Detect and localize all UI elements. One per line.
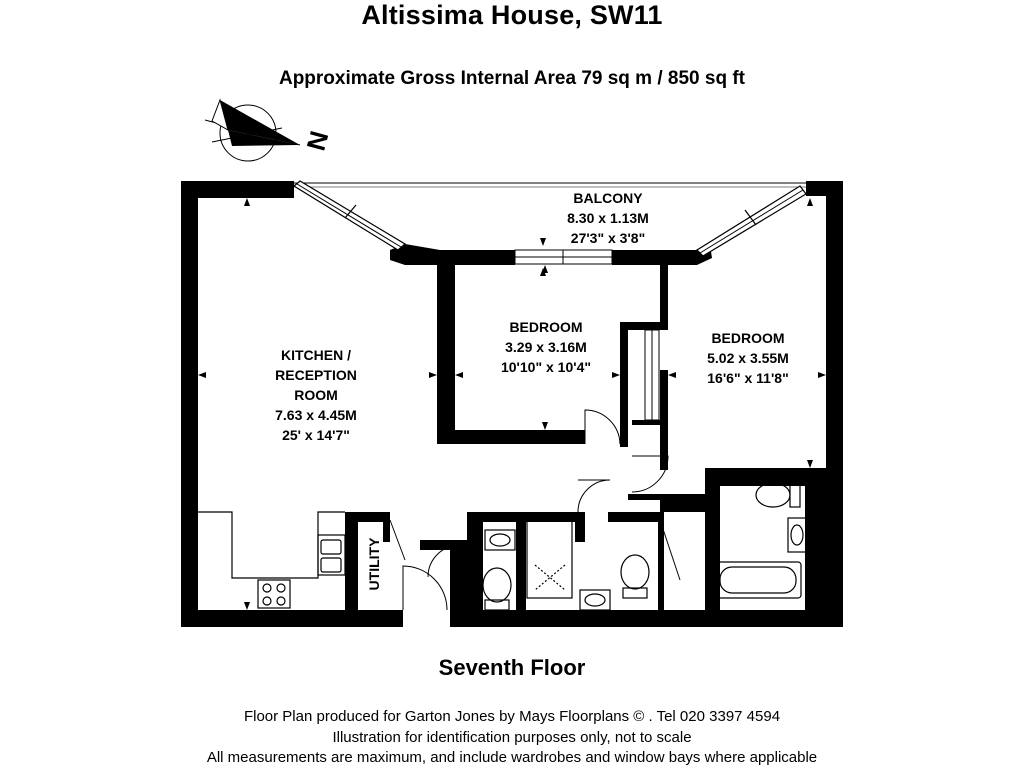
bedroom-2-imperial: 16'6" x 11'8" [707, 370, 789, 386]
north-label: N [300, 127, 335, 154]
compass-icon [205, 100, 334, 161]
footer-disclaimer: Illustration for identification purposes only, not to scale [332, 729, 692, 746]
interior-walls [345, 250, 805, 612]
balcony-label [567, 190, 649, 246]
kitchen-label [275, 347, 357, 443]
utility-label: UTILITY [366, 537, 382, 591]
bedroom-1-metric: 3.29 x 3.16M [505, 339, 587, 355]
plan-title: Altissima House, SW11 [361, 0, 663, 30]
kitchen-counter [198, 512, 345, 608]
balcony-imperial: 27'3" x 3'8" [570, 230, 646, 246]
gross-area: Approximate Gross Internal Area 79 sq m / 850 sq ft [278, 68, 745, 89]
balcony-name: BALCONY [573, 190, 643, 206]
kitchen-metric: 7.63 x 4.45M [275, 407, 357, 423]
bathroom-fixtures [483, 483, 806, 610]
bay-window-right [697, 186, 806, 256]
kitchen-name-line-1: KITCHEN / [281, 347, 351, 363]
bedroom-window [515, 250, 612, 264]
kitchen-imperial: 25' x 14'7" [282, 427, 350, 443]
footer-measurements: All measurements are maximum, and include wardrobes and window bays where applicable [206, 749, 818, 766]
balcony-metric: 8.30 x 1.13M [567, 210, 649, 226]
bedroom-2-name: BEDROOM [711, 330, 785, 346]
bedroom-1-imperial: 10'10" x 10'4" [500, 359, 592, 375]
floor-label: Seventh Floor [438, 655, 586, 680]
bedroom-1-label [501, 319, 591, 375]
exterior-walls [181, 181, 843, 627]
kitchen-name-line-3: ROOM [294, 387, 338, 403]
bedroom-2-metric: 5.02 x 3.55M [707, 350, 789, 366]
bay-window-left [294, 181, 405, 250]
bedroom-1-name: BEDROOM [509, 319, 583, 335]
bedroom-2-label [707, 330, 789, 386]
footer-credit: Floor Plan produced for Garton Jones by Mays Floorplans © . Tel 020 3397 4594 [243, 708, 781, 725]
kitchen-name-line-2: RECEPTION [275, 367, 357, 383]
